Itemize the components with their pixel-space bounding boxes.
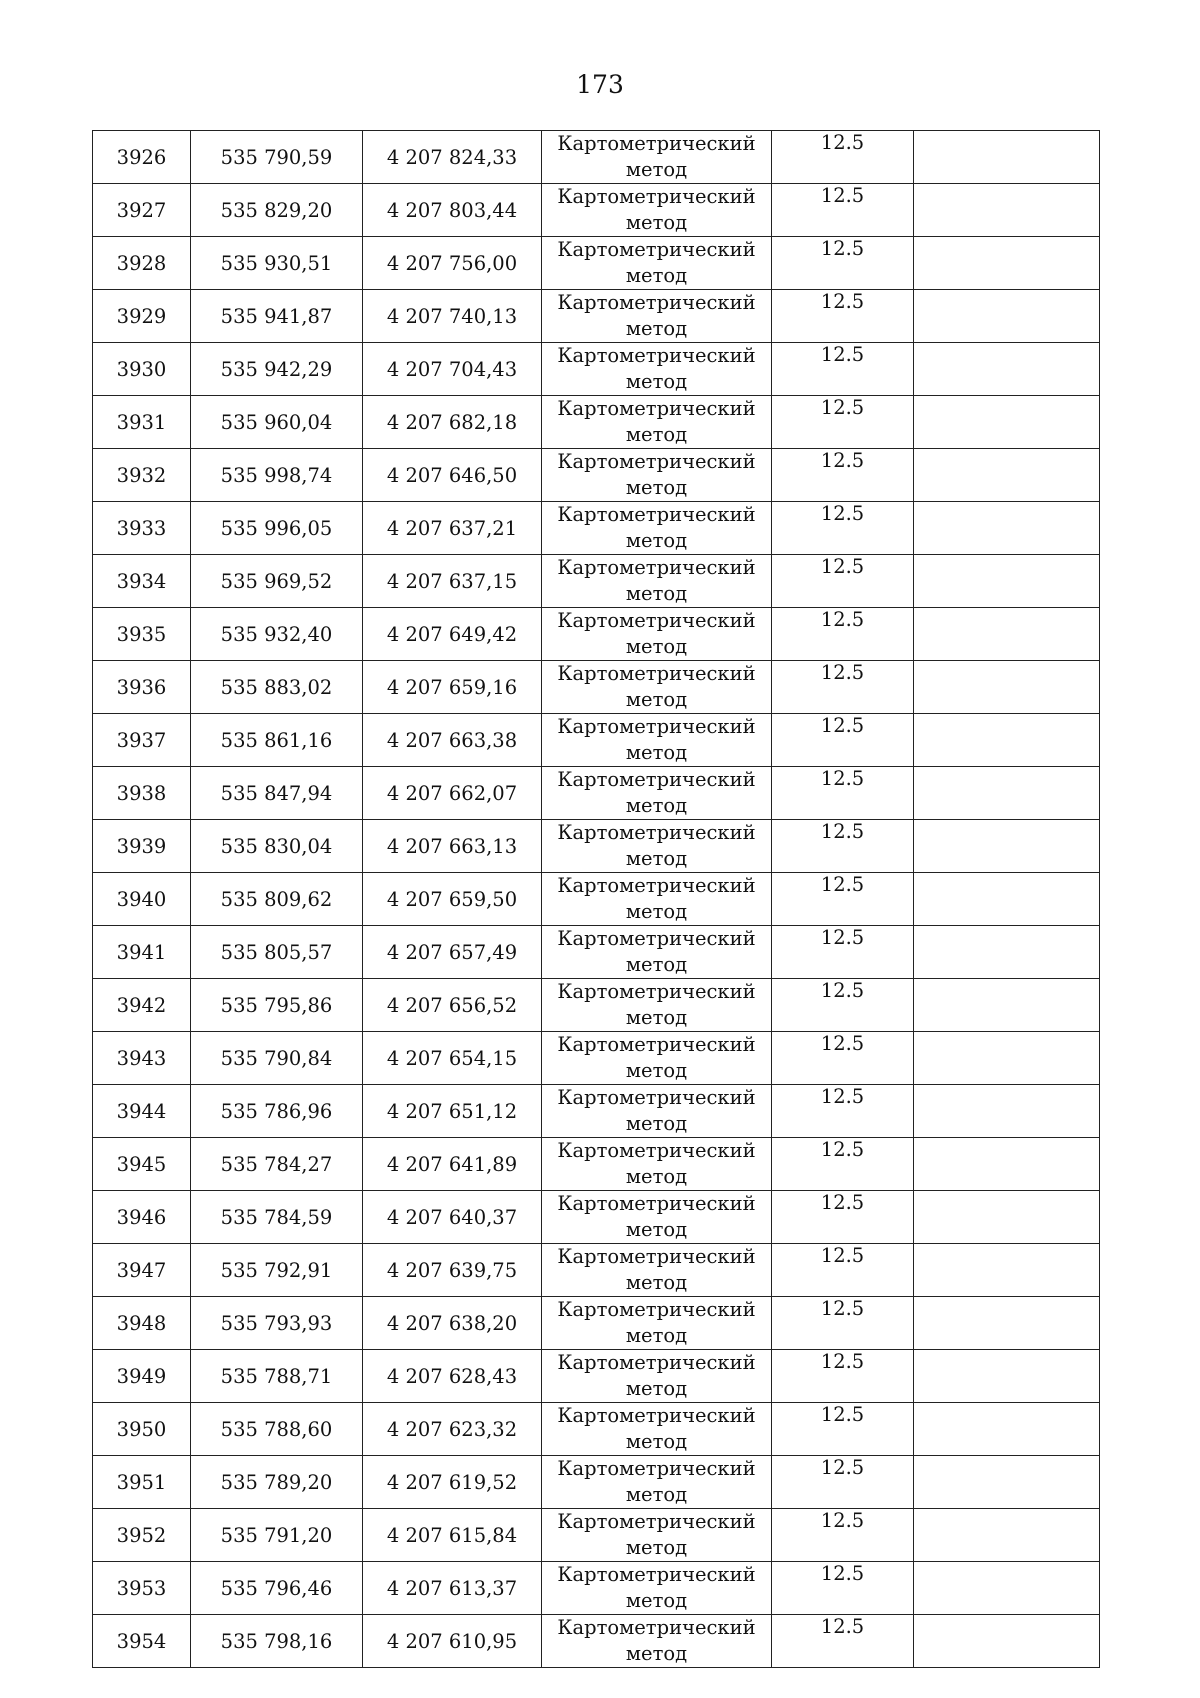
note-cell [914,237,1100,290]
method-line-2: метод [625,529,688,552]
point-number-cell: 3953 [93,1562,191,1615]
accuracy-cell: 12.5 [772,820,914,873]
accuracy-cell: 12.5 [772,661,914,714]
method-cell [542,131,772,184]
method-line-2: метод [625,158,688,181]
x-coordinate-cell: 535 829,20 [191,184,363,237]
method-line-2: метод [625,264,688,287]
y-coordinate-cell: 4 207 623,32 [363,1403,542,1456]
x-coordinate-cell: 535 795,86 [191,979,363,1032]
method-line-2: метод [625,1589,688,1612]
method-line-1: Картометрический [557,1086,756,1109]
method-cell [542,1456,772,1509]
method-cell [542,449,772,502]
method-line-2: метод [625,1059,688,1082]
method-cell [542,1403,772,1456]
method-line-2: метод [625,1165,688,1188]
table-row [93,449,1100,502]
method-line-2: метод [625,1271,688,1294]
accuracy-cell: 12.5 [772,1456,914,1509]
method-cell [542,873,772,926]
method-line-1: Картометрический [557,1033,756,1056]
note-cell [914,290,1100,343]
table-row [93,1138,1100,1191]
x-coordinate-cell: 535 805,57 [191,926,363,979]
table-row [93,1244,1100,1297]
point-number-cell: 3951 [93,1456,191,1509]
x-coordinate-cell: 535 969,52 [191,555,363,608]
note-cell [914,1562,1100,1615]
table-row [93,1615,1100,1668]
accuracy-cell: 12.5 [772,1191,914,1244]
point-number-cell: 3946 [93,1191,191,1244]
table-row [93,820,1100,873]
y-coordinate-cell: 4 207 756,00 [363,237,542,290]
point-number-cell: 3938 [93,767,191,820]
method-line-2: метод [625,1324,688,1347]
y-coordinate-cell: 4 207 657,49 [363,926,542,979]
table-row [93,290,1100,343]
method-line-1: Картометрический [557,821,756,844]
accuracy-cell: 12.5 [772,1403,914,1456]
y-coordinate-cell: 4 207 641,89 [363,1138,542,1191]
method-line-1: Картометрический [557,185,756,208]
method-line-2: метод [625,1112,688,1135]
method-line-1: Картометрический [557,132,756,155]
point-number-cell: 3935 [93,608,191,661]
point-number-cell: 3954 [93,1615,191,1668]
table-row [93,714,1100,767]
accuracy-cell: 12.5 [772,1509,914,1562]
table-row [93,873,1100,926]
note-cell [914,1456,1100,1509]
table-row [93,767,1100,820]
x-coordinate-cell: 535 791,20 [191,1509,363,1562]
y-coordinate-cell: 4 207 646,50 [363,449,542,502]
method-cell [542,1562,772,1615]
method-line-1: Картометрический [557,238,756,261]
note-cell [914,1403,1100,1456]
table-row [93,1032,1100,1085]
table-row [93,1509,1100,1562]
y-coordinate-cell: 4 207 639,75 [363,1244,542,1297]
table-row [93,608,1100,661]
note-cell [914,979,1100,1032]
x-coordinate-cell: 535 941,87 [191,290,363,343]
method-line-2: метод [625,1642,688,1665]
x-coordinate-cell: 535 788,60 [191,1403,363,1456]
method-line-2: метод [625,1536,688,1559]
method-line-1: Картометрический [557,291,756,314]
y-coordinate-cell: 4 207 637,21 [363,502,542,555]
y-coordinate-cell: 4 207 659,50 [363,873,542,926]
method-line-1: Картометрический [557,715,756,738]
table-row [93,131,1100,184]
method-line-2: метод [625,1377,688,1400]
y-coordinate-cell: 4 207 662,07 [363,767,542,820]
method-cell [542,926,772,979]
y-coordinate-cell: 4 207 704,43 [363,343,542,396]
x-coordinate-cell: 535 784,59 [191,1191,363,1244]
note-cell [914,396,1100,449]
accuracy-cell: 12.5 [772,131,914,184]
table-row [93,184,1100,237]
x-coordinate-cell: 535 998,74 [191,449,363,502]
note-cell [914,1615,1100,1668]
accuracy-cell: 12.5 [772,767,914,820]
accuracy-cell: 12.5 [772,1085,914,1138]
note-cell [914,449,1100,502]
x-coordinate-cell: 535 930,51 [191,237,363,290]
point-number-cell: 3949 [93,1350,191,1403]
method-line-1: Картометрический [557,1616,756,1639]
accuracy-cell: 12.5 [772,502,914,555]
method-cell [542,1350,772,1403]
y-coordinate-cell: 4 207 654,15 [363,1032,542,1085]
x-coordinate-cell: 535 790,59 [191,131,363,184]
x-coordinate-cell: 535 790,84 [191,1032,363,1085]
accuracy-cell: 12.5 [772,979,914,1032]
method-line-1: Картометрический [557,503,756,526]
method-cell [542,1615,772,1668]
table-row [93,1297,1100,1350]
y-coordinate-cell: 4 207 656,52 [363,979,542,1032]
y-coordinate-cell: 4 207 649,42 [363,608,542,661]
note-cell [914,1191,1100,1244]
method-line-2: метод [625,1430,688,1453]
note-cell [914,661,1100,714]
x-coordinate-cell: 535 861,16 [191,714,363,767]
note-cell [914,1138,1100,1191]
x-coordinate-cell: 535 784,27 [191,1138,363,1191]
note-cell [914,184,1100,237]
accuracy-cell: 12.5 [772,449,914,502]
method-cell [542,502,772,555]
point-number-cell: 3941 [93,926,191,979]
accuracy-cell: 12.5 [772,926,914,979]
method-line-1: Картометрический [557,397,756,420]
point-number-cell: 3937 [93,714,191,767]
method-cell [542,1032,772,1085]
note-cell [914,502,1100,555]
note-cell [914,926,1100,979]
method-line-2: метод [625,317,688,340]
note-cell [914,1350,1100,1403]
note-cell [914,608,1100,661]
note-cell [914,1032,1100,1085]
method-cell [542,184,772,237]
table-row [93,1085,1100,1138]
method-line-2: метод [625,211,688,234]
method-cell [542,237,772,290]
note-cell [914,1085,1100,1138]
x-coordinate-cell: 535 830,04 [191,820,363,873]
y-coordinate-cell: 4 207 663,13 [363,820,542,873]
method-line-1: Картометрический [557,609,756,632]
accuracy-cell: 12.5 [772,237,914,290]
note-cell [914,714,1100,767]
point-number-cell: 3952 [93,1509,191,1562]
note-cell [914,555,1100,608]
method-line-1: Картометрический [557,450,756,473]
method-line-1: Картометрический [557,980,756,1003]
table-row [93,396,1100,449]
point-number-cell: 3944 [93,1085,191,1138]
x-coordinate-cell: 535 789,20 [191,1456,363,1509]
y-coordinate-cell: 4 207 803,44 [363,184,542,237]
method-line-2: метод [625,635,688,658]
y-coordinate-cell: 4 207 638,20 [363,1297,542,1350]
method-line-2: метод [625,1483,688,1506]
x-coordinate-cell: 535 809,62 [191,873,363,926]
y-coordinate-cell: 4 207 619,52 [363,1456,542,1509]
method-cell [542,290,772,343]
point-number-cell: 3945 [93,1138,191,1191]
method-cell [542,343,772,396]
accuracy-cell: 12.5 [772,1138,914,1191]
method-line-1: Картометрический [557,874,756,897]
x-coordinate-cell: 535 847,94 [191,767,363,820]
method-line-2: метод [625,688,688,711]
point-number-cell: 3942 [93,979,191,1032]
method-line-2: метод [625,582,688,605]
y-coordinate-cell: 4 207 682,18 [363,396,542,449]
accuracy-cell: 12.5 [772,396,914,449]
accuracy-cell: 12.5 [772,873,914,926]
accuracy-cell: 12.5 [772,1562,914,1615]
y-coordinate-cell: 4 207 610,95 [363,1615,542,1668]
note-cell [914,1509,1100,1562]
y-coordinate-cell: 4 207 659,16 [363,661,542,714]
accuracy-cell: 12.5 [772,1032,914,1085]
method-line-2: метод [625,476,688,499]
point-number-cell: 3930 [93,343,191,396]
x-coordinate-cell: 535 792,91 [191,1244,363,1297]
point-number-cell: 3947 [93,1244,191,1297]
coordinates-table [92,130,1100,1668]
method-line-2: метод [625,1218,688,1241]
y-coordinate-cell: 4 207 640,37 [363,1191,542,1244]
table-row [93,979,1100,1032]
point-number-cell: 3940 [93,873,191,926]
table-row [93,237,1100,290]
note-cell [914,1244,1100,1297]
method-line-2: метод [625,741,688,764]
note-cell [914,767,1100,820]
point-number-cell: 3926 [93,131,191,184]
point-number-cell: 3929 [93,290,191,343]
method-line-2: метод [625,794,688,817]
point-number-cell: 3936 [93,661,191,714]
y-coordinate-cell: 4 207 637,15 [363,555,542,608]
accuracy-cell: 12.5 [772,343,914,396]
point-number-cell: 3928 [93,237,191,290]
method-line-2: метод [625,1006,688,1029]
accuracy-cell: 12.5 [772,608,914,661]
method-line-1: Картометрический [557,662,756,685]
point-number-cell: 3948 [93,1297,191,1350]
method-line-1: Картометрический [557,556,756,579]
point-number-cell: 3927 [93,184,191,237]
method-cell [542,555,772,608]
point-number-cell: 3933 [93,502,191,555]
y-coordinate-cell: 4 207 824,33 [363,131,542,184]
accuracy-cell: 12.5 [772,714,914,767]
method-line-2: метод [625,900,688,923]
table-row [93,555,1100,608]
method-line-1: Картометрический [557,344,756,367]
method-line-1: Картометрический [557,1404,756,1427]
method-line-2: метод [625,953,688,976]
method-cell [542,820,772,873]
point-number-cell: 3950 [93,1403,191,1456]
method-cell [542,767,772,820]
method-cell [542,608,772,661]
method-line-1: Картометрический [557,1192,756,1215]
y-coordinate-cell: 4 207 615,84 [363,1509,542,1562]
method-line-1: Картометрический [557,1245,756,1268]
note-cell [914,343,1100,396]
method-cell [542,661,772,714]
y-coordinate-cell: 4 207 663,38 [363,714,542,767]
x-coordinate-cell: 535 942,29 [191,343,363,396]
x-coordinate-cell: 535 996,05 [191,502,363,555]
page-number: 173 [576,70,624,99]
table-row [93,1350,1100,1403]
method-cell [542,1191,772,1244]
method-line-2: метод [625,423,688,446]
table-row [93,661,1100,714]
point-number-cell: 3939 [93,820,191,873]
note-cell [914,820,1100,873]
x-coordinate-cell: 535 786,96 [191,1085,363,1138]
table-row [93,1191,1100,1244]
table-row [93,502,1100,555]
table-row [93,926,1100,979]
x-coordinate-cell: 535 798,16 [191,1615,363,1668]
method-line-2: метод [625,370,688,393]
method-line-1: Картометрический [557,1139,756,1162]
accuracy-cell: 12.5 [772,184,914,237]
accuracy-cell: 12.5 [772,1615,914,1668]
accuracy-cell: 12.5 [772,1297,914,1350]
note-cell [914,873,1100,926]
method-cell [542,1509,772,1562]
x-coordinate-cell: 535 960,04 [191,396,363,449]
point-number-cell: 3932 [93,449,191,502]
point-number-cell: 3943 [93,1032,191,1085]
x-coordinate-cell: 535 883,02 [191,661,363,714]
table-body [93,131,1100,1668]
method-cell [542,979,772,1032]
method-line-1: Картометрический [557,1510,756,1533]
method-line-1: Картометрический [557,768,756,791]
accuracy-cell: 12.5 [772,555,914,608]
point-number-cell: 3931 [93,396,191,449]
y-coordinate-cell: 4 207 613,37 [363,1562,542,1615]
x-coordinate-cell: 535 793,93 [191,1297,363,1350]
method-cell [542,714,772,767]
note-cell [914,1297,1100,1350]
method-cell [542,1244,772,1297]
method-line-1: Картометрический [557,1351,756,1374]
method-line-1: Картометрический [557,1563,756,1586]
table-row [93,343,1100,396]
method-cell [542,396,772,449]
table-row [93,1403,1100,1456]
accuracy-cell: 12.5 [772,1244,914,1297]
method-cell [542,1085,772,1138]
point-number-cell: 3934 [93,555,191,608]
accuracy-cell: 12.5 [772,1350,914,1403]
accuracy-cell: 12.5 [772,290,914,343]
x-coordinate-cell: 535 932,40 [191,608,363,661]
x-coordinate-cell: 535 788,71 [191,1350,363,1403]
method-line-1: Картометрический [557,1298,756,1321]
table-row [93,1456,1100,1509]
y-coordinate-cell: 4 207 740,13 [363,290,542,343]
note-cell [914,131,1100,184]
y-coordinate-cell: 4 207 628,43 [363,1350,542,1403]
table-row [93,1562,1100,1615]
x-coordinate-cell: 535 796,46 [191,1562,363,1615]
method-line-2: метод [625,847,688,870]
method-cell [542,1138,772,1191]
method-line-1: Картометрический [557,1457,756,1480]
method-cell [542,1297,772,1350]
method-line-1: Картометрический [557,927,756,950]
y-coordinate-cell: 4 207 651,12 [363,1085,542,1138]
